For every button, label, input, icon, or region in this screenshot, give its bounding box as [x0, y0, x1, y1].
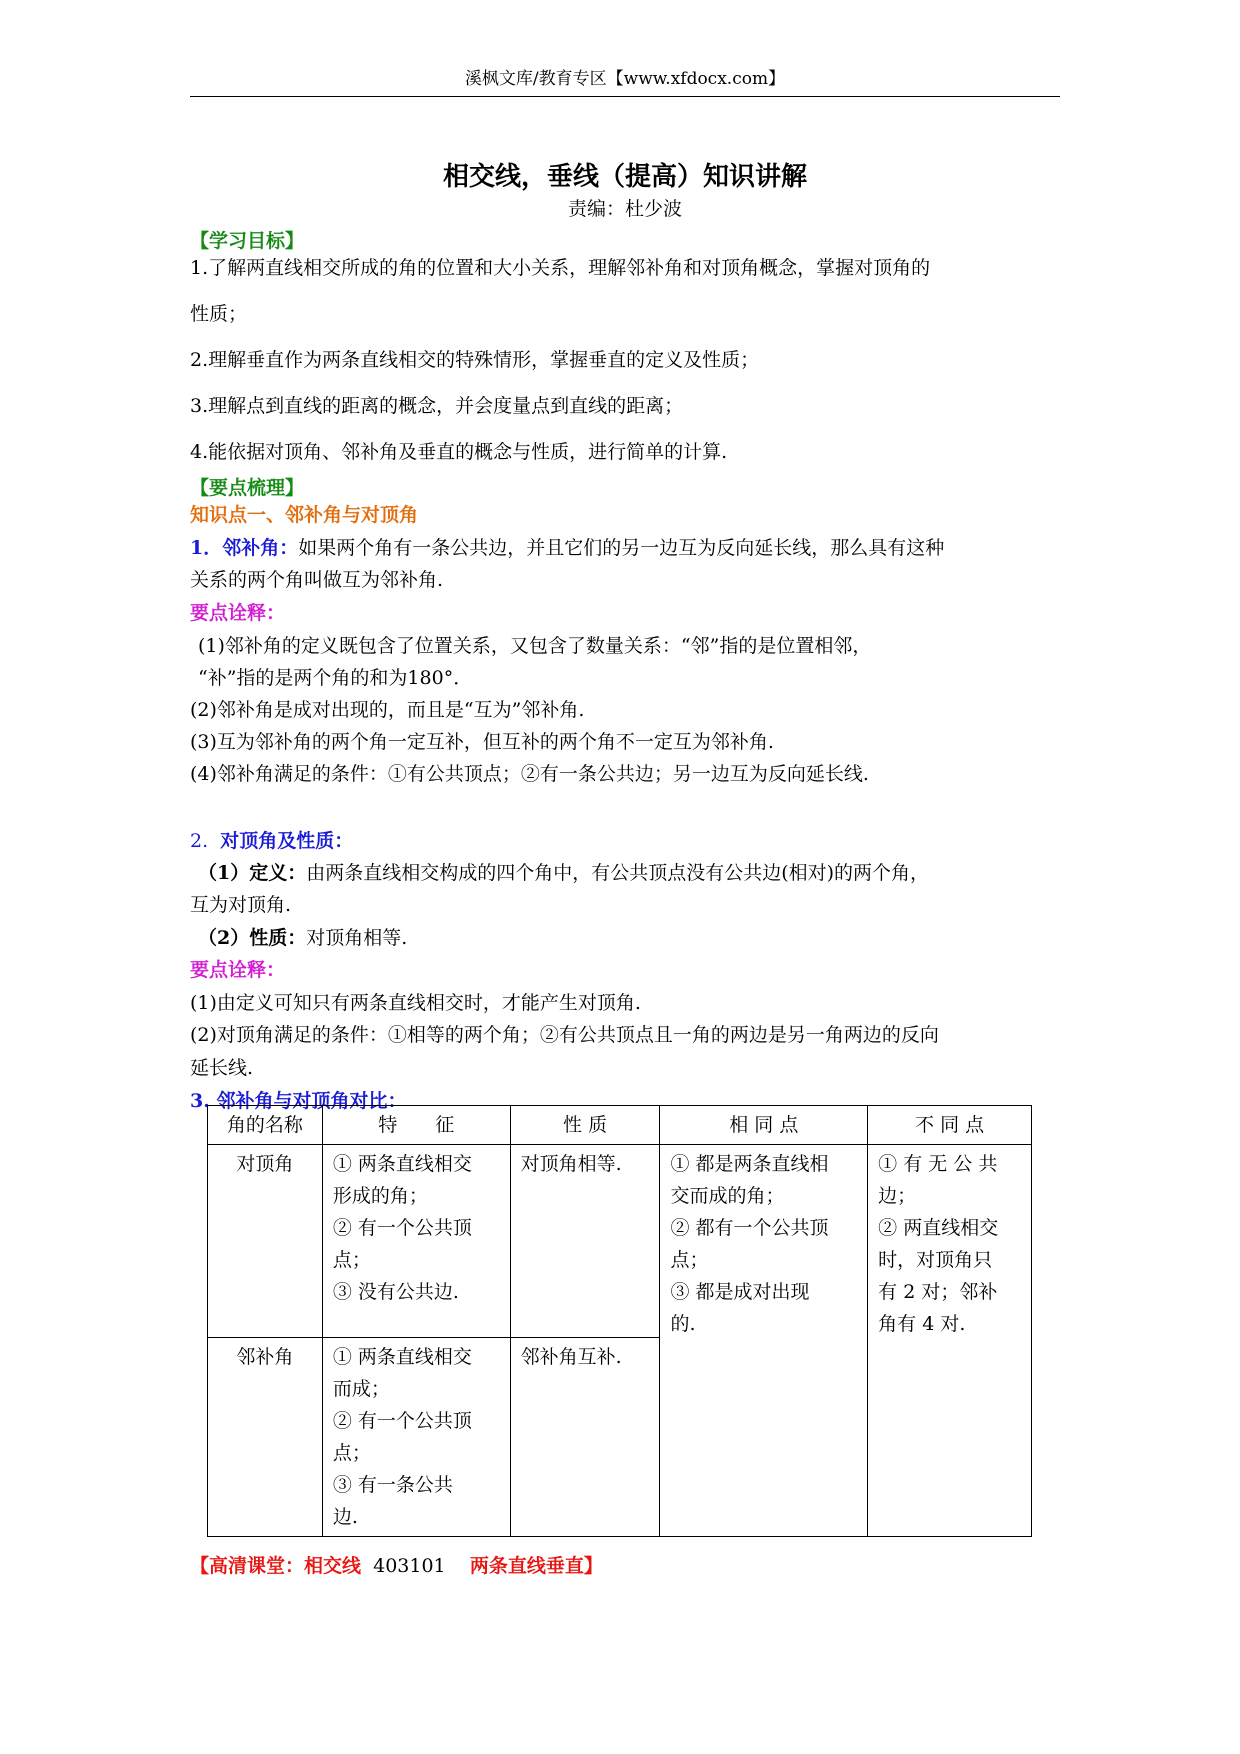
header-rule — [190, 96, 1060, 97]
knowledge-point-heading: 知识点一、邻补角与对顶角 — [190, 504, 419, 526]
section-3-heading: 3. 邻补角与对顶角对比： — [190, 1090, 407, 1112]
goal-line: 性质； — [190, 303, 248, 325]
footer-part-2: 两条直线垂直】 — [469, 1555, 603, 1577]
difference-line: ② 两直线相交 — [878, 1217, 999, 1239]
feature-line: ② 有一个公共顶 — [332, 1410, 472, 1432]
similarities-cell — [660, 1145, 868, 1537]
definition-text-cont: 互为对顶角. — [190, 894, 292, 916]
note-line: (2)邻补角是成对出现的，而且是“互为”邻补角. — [190, 699, 585, 721]
table-header-cell: 相 同 点 — [660, 1106, 868, 1145]
feature-line: ① 两条直线相交 — [332, 1346, 472, 1368]
section-2-label: 对顶角及性质： — [220, 830, 354, 852]
note-line: (4)邻补角满足的条件：①有公共顶点；②有一条公共边；另一边互为反向延长线. — [190, 763, 869, 785]
similarity-line: 的. — [670, 1313, 696, 1335]
section-1-line — [190, 535, 944, 561]
feature-line: ③ 有一条公共 — [332, 1474, 453, 1496]
goal-line: 1.了解两直线相交所成的角的位置和大小关系，理解邻补角和对顶角概念，掌握对顶角的 — [190, 257, 931, 279]
table-header-cell: 不 同 点 — [868, 1106, 1032, 1145]
feature-line: 点； — [332, 1442, 371, 1464]
difference-line: 角有 4 对. — [878, 1313, 966, 1335]
section-1-label: 1．邻补角： — [190, 537, 299, 559]
points-heading: 【要点梳理】 — [190, 477, 305, 499]
difference-line: ① 有 无 公 共 — [878, 1153, 998, 1175]
feature-line: 形成的角； — [332, 1185, 428, 1207]
page-title: 相交线，垂线（提高）知识讲解 — [442, 162, 807, 192]
difference-line: 边； — [878, 1185, 917, 1207]
feature-line: 而成； — [332, 1378, 390, 1400]
similarity-line: 交而成的角； — [670, 1185, 785, 1207]
video-lesson-footer — [190, 1553, 603, 1579]
angle-name-cell: 邻补角 — [208, 1338, 323, 1537]
property-label: （2）性质： — [198, 927, 307, 949]
section-1-text-cont: 关系的两个角叫做互为邻补角. — [190, 569, 444, 591]
goals-heading: 【学习目标】 — [190, 230, 305, 252]
similarity-line: ② 都有一个公共顶 — [670, 1217, 829, 1239]
page-header: 溪枫文库/教育专区【www.xfdocx.com】 — [464, 69, 786, 89]
note-line: “补”指的是两个角的和为180°． — [198, 667, 473, 689]
note-line: (1)邻补角的定义既包含了位置关系，又包含了数量关系：“邻”指的是位置相邻， — [198, 635, 872, 657]
features-cell — [322, 1338, 510, 1537]
comparison-table — [207, 1105, 1032, 1537]
section-2-number: 2. — [190, 830, 209, 852]
feature-line: ② 有一个公共顶 — [332, 1217, 472, 1239]
similarity-line: ③ 都是成对出现 — [670, 1281, 810, 1303]
features-cell — [322, 1145, 510, 1338]
note-line: (2)对顶角满足的条件：①相等的两个角；②有公共顶点且一角的两边是另一角两边的反向 — [190, 1024, 939, 1046]
table-header-row — [208, 1106, 1032, 1145]
table-header-cell: 性 质 — [510, 1106, 660, 1145]
feature-line: ③ 没有公共边. — [332, 1281, 459, 1303]
property-line — [198, 925, 407, 951]
note-line: (1)由定义可知只有两条直线相交时，才能产生对顶角. — [190, 992, 641, 1014]
note-label-2: 要点诠释： — [190, 959, 286, 981]
footer-code: 403101 — [373, 1555, 446, 1577]
definition-text: 由两条直线相交构成的四个角中，有公共顶点没有公共边(相对)的两个角， — [306, 862, 930, 884]
table-header-cell: 特 征 — [322, 1106, 510, 1145]
note-line: (3)互为邻补角的两个角一定互补，但互补的两个角不一定互为邻补角. — [190, 731, 774, 753]
note-label: 要点诠释： — [190, 602, 286, 624]
angle-name-cell: 对顶角 — [208, 1145, 323, 1338]
property-cell: 邻补角互补. — [510, 1338, 660, 1537]
feature-line: 边. — [332, 1506, 358, 1528]
property-text: 对顶角相等. — [306, 927, 408, 949]
goal-line: 2.理解垂直作为两条直线相交的特殊情形，掌握垂直的定义及性质； — [190, 349, 760, 371]
definition-label: （1）定义： — [198, 862, 307, 884]
feature-line: ① 两条直线相交 — [332, 1153, 472, 1175]
similarity-line: 点； — [670, 1249, 709, 1271]
editor-line: 责编：杜少波 — [567, 198, 682, 220]
table-row — [208, 1145, 1032, 1338]
difference-line: 时，对顶角只 — [878, 1249, 993, 1271]
property-cell: 对顶角相等. — [510, 1145, 660, 1338]
feature-line: 点； — [332, 1249, 371, 1271]
table-header-cell: 角的名称 — [208, 1106, 323, 1145]
section-1-text: 如果两个角有一条公共边，并且它们的另一边互为反向延长线，那么具有这种 — [298, 537, 945, 559]
similarity-line: ① 都是两条直线相 — [670, 1153, 829, 1175]
difference-line: 有 2 对；邻补 — [878, 1281, 998, 1303]
footer-part-1: 【高清课堂：相交线 — [190, 1555, 362, 1577]
goal-line: 4.能依据对顶角、邻补角及垂直的概念与性质，进行简单的计算. — [190, 441, 728, 463]
definition-line — [198, 860, 929, 886]
goal-line: 3.理解点到直线的距离的概念，并会度量点到直线的距离； — [190, 395, 684, 417]
section-2-heading — [190, 828, 353, 854]
differences-cell — [868, 1145, 1032, 1537]
note-line: 延长线. — [190, 1057, 254, 1079]
